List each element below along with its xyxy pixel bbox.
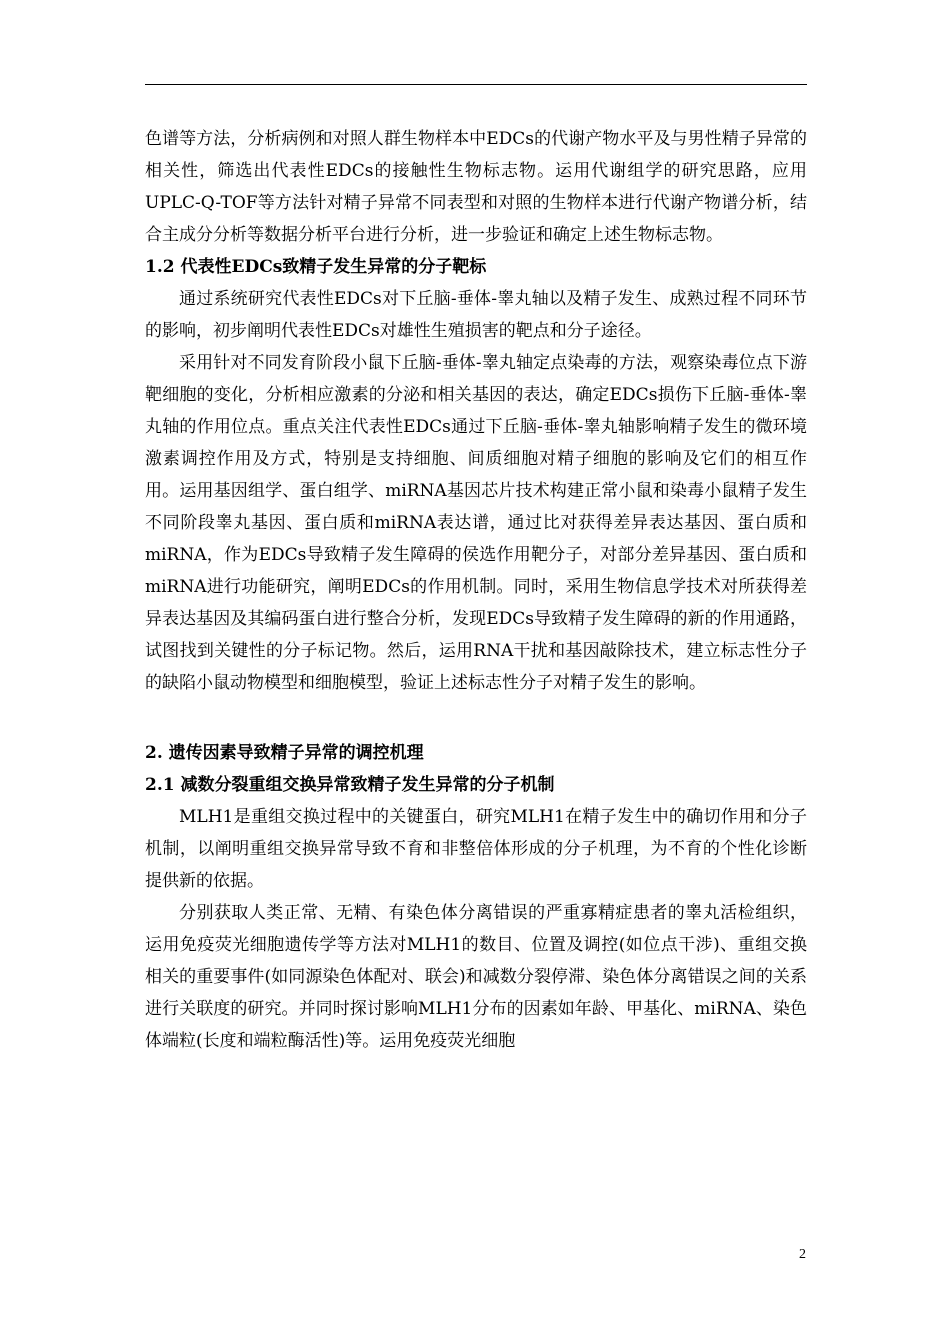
section-heading-2: 2. 遗传因素导致精子异常的调控机理	[145, 743, 424, 763]
document-body	[145, 123, 807, 1057]
section-heading-1-2: 1.2 代表性EDCs致精子发生异常的分子靶标	[145, 257, 487, 277]
paragraph-2-1-methods: 分别获取人类正常、无精、有染色体分离错误的严重寡精症患者的睾丸活检组织，运用免疫荧光细胞遗传学等方法对MLH1的数目、位置及调控(如位点干涉)、重组交换相关的重要事件(如同源染色体配对、联会)和减数分裂停滞、染色体分离错误之间的关系进行关联度的研究。并同时探讨影响MLH1分布的因素如年龄、甲基化、miRNA、染色体端粒(长度和端粒酶活性)等。运用免疫荧光细胞	[145, 903, 807, 1051]
section-heading-2-1: 2.1 减数分裂重组交换异常致精子发生异常的分子机制	[145, 775, 555, 795]
paragraph-2-1-summary: MLH1是重组交换过程中的关键蛋白，研究MLH1在精子发生中的确切作用和分子机制，以阐明重组交换异常导致不育和非整倍体形成的分子机理，为不育的个性化诊断提供新的依据。	[145, 807, 807, 891]
header-rule	[145, 84, 807, 85]
page-number: 2	[799, 1247, 806, 1262]
paragraph-1-2-summary: 通过系统研究代表性EDCs对下丘脑-垂体-睾丸轴以及精子发生、成熟过程不同环节的影响，初步阐明代表性EDCs对雄性生殖损害的靶点和分子途径。	[145, 289, 807, 341]
paragraph-1-2-methods: 采用针对不同发育阶段小鼠下丘脑-垂体-睾丸轴定点染毒的方法，观察染毒位点下游靶细胞的变化，分析相应激素的分泌和相关基因的表达，确定EDCs损伤下丘脑-垂体-睾丸轴的作用位点。重点关注代表性EDCs通过下丘脑-垂体-睾丸轴影响精子发生的微环境激素调控作用及方式，特别是支持细胞、间质细胞对精子细胞的影响及它们的相互作用。运用基因组学、蛋白组学、miRNA基因芯片技术构建正常小鼠和染毒小鼠精子发生不同阶段睾丸基因、蛋白质和miRNA表达谱，通过比对获得差异表达基因、蛋白质和miRNA，作为EDCs导致精子发生障碍的侯选作用靶分子，对部分差异基因、蛋白质和miRNA进行功能研究，阐明EDCs的作用机制。同时，采用生物信息学技术对所获得差异表达基因及其编码蛋白进行整合分析，发现EDCs导致精子发生障碍的新的作用通路，试图找到关键性的分子标记物。然后，运用RNA干扰和基因敲除技术，建立标志性分子的缺陷小鼠动物模型和细胞模型，验证上述标志性分子对精子发生的影响。	[145, 353, 807, 693]
paragraph-intro-continuation: 色谱等方法，分析病例和对照人群生物样本中EDCs的代谢产物水平及与男性精子异常的相关性，筛选出代表性EDCs的接触性生物标志物。运用代谢组学的研究思路，应用UPLC-Q-TOF等方法针对精子异常不同表型和对照的生物样本进行代谢产物谱分析，结合主成分分析等数据分析平台进行分析，进一步验证和确定上述生物标志物。	[145, 129, 807, 245]
section-spacer	[145, 699, 807, 737]
document-page	[145, 0, 807, 1344]
